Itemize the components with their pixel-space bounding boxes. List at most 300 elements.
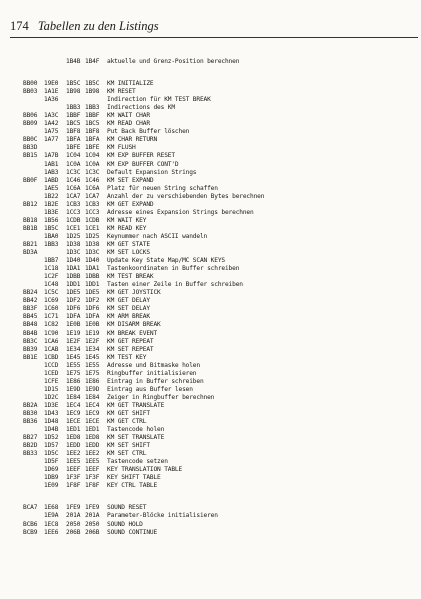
listing-table xyxy=(0,58,421,537)
cell-description: KM GET DELAY xyxy=(107,297,150,305)
cell-addr-664: 1D40 xyxy=(66,257,81,265)
cell-addr-6128: 1D3C xyxy=(85,249,100,257)
cell-addr-664: 1E84 xyxy=(66,393,81,401)
cell-description: KM EXP BUFFER CONT'D xyxy=(107,160,179,168)
cell-addr-464: 1C18 xyxy=(44,265,59,273)
cell-description: KM GET TRANSLATE xyxy=(107,401,165,409)
cell-addr-464: 1BB3 xyxy=(44,240,59,248)
cell-addr-664: 1FE9 xyxy=(66,504,81,512)
table-row xyxy=(0,354,421,362)
cell-addr-664: 1CC3 xyxy=(66,208,81,216)
table-row xyxy=(0,426,421,434)
cell-addr-664: 1EE2 xyxy=(66,450,81,458)
cell-addr-664: 1EEF xyxy=(66,466,81,474)
table-row xyxy=(0,338,421,346)
cell-jump-address: BB0F xyxy=(23,176,38,184)
cell-jump-address: BB33 xyxy=(23,450,38,458)
table-row xyxy=(0,201,421,209)
cell-addr-664: 1EC4 xyxy=(66,401,81,409)
cell-addr-6128: 1BB3 xyxy=(85,104,100,112)
cell-addr-664: 1BC5 xyxy=(66,120,81,128)
cell-addr-6128: 1E86 xyxy=(85,377,100,385)
table-row xyxy=(0,104,421,112)
cell-addr-6128: 1C6A xyxy=(85,184,100,192)
cell-description: Eintrag in Buffer schreiben xyxy=(107,377,204,385)
cell-addr-464: 1BB7 xyxy=(44,257,59,265)
cell-addr-464: 1B56 xyxy=(44,216,59,224)
cell-addr-664: 2050 xyxy=(66,520,81,528)
cell-addr-464: 1D43 xyxy=(44,409,59,417)
cell-addr-664: 1CA7 xyxy=(66,192,81,200)
cell-description: Indirections des KM xyxy=(107,104,175,112)
cell-addr-6128: 1CC3 xyxy=(85,208,100,216)
cell-jump-address: BB27 xyxy=(23,434,38,442)
page-number: 174 xyxy=(10,19,29,33)
cell-addr-464: 1E68 xyxy=(44,504,59,512)
cell-addr-6128: 1C0A xyxy=(85,160,100,168)
cell-addr-6128: 1FE9 xyxy=(85,504,100,512)
cell-addr-464: 1DB9 xyxy=(44,474,59,482)
table-row xyxy=(0,289,421,297)
table-row xyxy=(0,410,421,418)
cell-description: Tastenkoordinaten in Buffer schreiben xyxy=(107,265,240,273)
table-row xyxy=(0,305,421,313)
cell-addr-464: 1B2E xyxy=(44,200,59,208)
cell-addr-664: 1DE5 xyxy=(66,289,81,297)
cell-addr-6128: 1C3C xyxy=(85,168,100,176)
cell-jump-address: BB21 xyxy=(23,240,38,248)
cell-addr-664: 1EC9 xyxy=(66,409,81,417)
table-row xyxy=(0,346,421,354)
cell-addr-664: 1D3C xyxy=(66,249,81,257)
cell-addr-6128: 1B4F xyxy=(85,58,100,65)
cell-addr-6128: 1ED8 xyxy=(85,434,100,442)
cell-addr-464: 1AB1 xyxy=(44,160,59,168)
cell-description: KEY CTRL TABLE xyxy=(107,482,158,490)
cell-description: KM GET STATE xyxy=(107,240,150,248)
cell-addr-664: 1F3F xyxy=(66,474,81,482)
cell-addr-6128: 1EDD xyxy=(85,442,100,450)
cell-addr-464: 1BA0 xyxy=(44,232,59,240)
cell-addr-664: 1EE5 xyxy=(66,458,81,466)
table-row xyxy=(0,378,421,386)
cell-jump-address: BB4B xyxy=(23,329,38,337)
cell-jump-address: BB0C xyxy=(23,136,38,144)
cell-description: KEY SHIFT TABLE xyxy=(107,474,161,482)
cell-addr-464: 1AB3 xyxy=(44,168,59,176)
table-row xyxy=(0,370,421,378)
cell-description: KM READ CHAR xyxy=(107,120,150,128)
cell-addr-6128: 1E0B xyxy=(85,321,100,329)
cell-addr-664: 1C04 xyxy=(66,152,81,160)
table-row xyxy=(0,217,421,225)
cell-addr-6128: 1ECE xyxy=(85,418,100,426)
table-row xyxy=(0,466,421,474)
cell-addr-464: 1B3E xyxy=(44,208,59,216)
cell-addr-664: 1B5C xyxy=(66,80,81,88)
cell-jump-address: BCA7 xyxy=(23,504,38,512)
cell-addr-6128: 1E34 xyxy=(85,345,100,353)
cell-addr-464: 1C82 xyxy=(44,321,59,329)
cell-description: Platz für neuen String schaffen xyxy=(107,184,218,192)
cell-addr-664: 1E9D xyxy=(66,385,81,393)
cell-description: KM SET EXPAND xyxy=(107,176,154,184)
cell-addr-464: 1D15 xyxy=(44,385,59,393)
cell-jump-address: BB36 xyxy=(23,418,38,426)
cell-jump-address: BB30 xyxy=(23,409,38,417)
table-row xyxy=(0,225,421,233)
table-row xyxy=(0,209,421,217)
cell-description: Zeiger in Ringbuffer berechnen xyxy=(107,393,215,401)
cell-addr-464: 1A42 xyxy=(44,120,59,128)
table-row xyxy=(0,241,421,249)
cell-addr-464: 1A7B xyxy=(44,152,59,160)
blank-row xyxy=(0,66,421,80)
cell-addr-6128: 1B5C xyxy=(85,80,100,88)
cell-description: SOUND RESET xyxy=(107,504,147,512)
cell-addr-464: 1D2C xyxy=(44,393,59,401)
cell-addr-6128: 206B xyxy=(85,528,100,536)
cell-jump-address: BB1E xyxy=(23,353,38,361)
cell-description: KM EXP BUFFER RESET xyxy=(107,152,175,160)
table-row xyxy=(0,434,421,442)
cell-addr-464: 1B5C xyxy=(44,224,59,232)
cell-jump-address: BB2D xyxy=(23,442,38,450)
table-row xyxy=(0,362,421,370)
cell-jump-address: BB1B xyxy=(23,224,38,232)
cell-addr-664: 1B98 xyxy=(66,88,81,96)
cell-addr-464: 1D4B xyxy=(44,426,59,434)
cell-addr-464: 1AE5 xyxy=(44,184,59,192)
cell-addr-464: 1A75 xyxy=(44,128,59,136)
cell-description: Adresse und Bitmaske holen xyxy=(107,361,200,369)
cell-description: KM ARM BREAK xyxy=(107,313,150,321)
cell-addr-664: 1DFA xyxy=(66,313,81,321)
cell-addr-464: 1CFE xyxy=(44,377,59,385)
cell-description: Keynummer nach ASCII wandeln xyxy=(107,232,208,240)
cell-jump-address: BB18 xyxy=(23,216,38,224)
cell-addr-6128: 1EE2 xyxy=(85,450,100,458)
table-row xyxy=(0,297,421,305)
cell-addr-664: 1BFE xyxy=(66,144,81,152)
cell-description: KM SET SHIFT xyxy=(107,442,150,450)
table-row xyxy=(0,169,421,177)
cell-addr-664: 1ED8 xyxy=(66,434,81,442)
cell-addr-464: 1A36 xyxy=(44,96,59,104)
cell-addr-6128: 1CE1 xyxy=(85,224,100,232)
cell-description: KM DISARM BREAK xyxy=(107,321,161,329)
cell-addr-6128: 1CB3 xyxy=(85,200,100,208)
cell-addr-6128: 1DBB xyxy=(85,273,100,281)
cell-addr-6128: 1D25 xyxy=(85,232,100,240)
cell-addr-6128: 1E19 xyxy=(85,329,100,337)
cell-addr-6128: 1B98 xyxy=(85,88,100,96)
table-row xyxy=(0,257,421,265)
table-row xyxy=(0,402,421,410)
table-row xyxy=(0,482,421,490)
cell-description: KM BREAK EVENT xyxy=(107,329,158,337)
cell-addr-664: 1C3C xyxy=(66,168,81,176)
header-rule xyxy=(10,37,418,38)
cell-description: SOUND CONTINUE xyxy=(107,528,158,536)
cell-addr-664: 1C6A xyxy=(66,184,81,192)
cell-addr-664: 1EDD xyxy=(66,442,81,450)
cell-addr-464: 1A3C xyxy=(44,112,59,120)
cell-description: Tastencode holen xyxy=(107,426,165,434)
table-row xyxy=(0,458,421,466)
cell-addr-6128: 201A xyxy=(85,512,100,520)
cell-addr-6128: 1BF8 xyxy=(85,128,100,136)
cell-jump-address: BB3F xyxy=(23,305,38,313)
cell-addr-664: 1ECE xyxy=(66,418,81,426)
cell-description: SOUND HOLD xyxy=(107,520,143,528)
cell-addr-664: 1E45 xyxy=(66,353,81,361)
cell-addr-664: 1E34 xyxy=(66,345,81,353)
blank-row xyxy=(0,490,421,504)
cell-addr-664: 1ED1 xyxy=(66,426,81,434)
table-row xyxy=(0,442,421,450)
table-row xyxy=(0,265,421,273)
cell-addr-6128: 1DFA xyxy=(85,313,100,321)
table-row xyxy=(0,128,421,136)
cell-description: Tasten einer Zeile in Buffer schreiben xyxy=(107,281,243,289)
table-row xyxy=(0,152,421,160)
cell-addr-664: 1BF8 xyxy=(66,128,81,136)
cell-addr-664: 1DA1 xyxy=(66,265,81,273)
cell-description: KM SET TRANSLATE xyxy=(107,434,165,442)
cell-addr-464: 1E09 xyxy=(44,482,59,490)
cell-addr-664: 1BB3 xyxy=(66,104,81,112)
table-row xyxy=(0,512,421,520)
table-row xyxy=(0,193,421,201)
cell-jump-address: BB39 xyxy=(23,345,38,353)
cell-addr-664: 1BFA xyxy=(66,136,81,144)
cell-description: KM SET REPEAT xyxy=(107,345,154,353)
cell-addr-464: 1CAB xyxy=(44,345,59,353)
cell-addr-6128: 2050 xyxy=(85,520,100,528)
cell-addr-664: 1C46 xyxy=(66,176,81,184)
cell-addr-664: 1BBF xyxy=(66,112,81,120)
cell-jump-address: BB3C xyxy=(23,337,38,345)
cell-description: KM TEST BREAK xyxy=(107,273,154,281)
cell-addr-664: 1E2F xyxy=(66,337,81,345)
cell-addr-664: 1DD1 xyxy=(66,281,81,289)
cell-jump-address: BB3D xyxy=(23,144,38,152)
cell-addr-664: 1CE1 xyxy=(66,224,81,232)
cell-addr-664: 206B xyxy=(66,528,81,536)
cell-addr-6128: 1EEF xyxy=(85,466,100,474)
table-row xyxy=(0,177,421,185)
cell-addr-6128: 1BFA xyxy=(85,136,100,144)
table-row xyxy=(0,330,421,338)
table-row xyxy=(0,161,421,169)
cell-description: Put Back Buffer löschen xyxy=(107,128,190,136)
cell-addr-6128: 1DE5 xyxy=(85,289,100,297)
table-row xyxy=(0,185,421,193)
cell-description: KM TEST KEY xyxy=(107,353,147,361)
cell-addr-664: 1CDB xyxy=(66,216,81,224)
cell-addr-664: 1B4B xyxy=(66,58,81,65)
cell-jump-address: BB42 xyxy=(23,297,38,305)
cell-addr-464: 1D3E xyxy=(44,401,59,409)
cell-addr-664: 1E0B xyxy=(66,321,81,329)
cell-description: Adresse eines Expansion Strings berechnen xyxy=(107,208,254,216)
cell-addr-464: 1C69 xyxy=(44,297,59,305)
cell-jump-address: BD3A xyxy=(23,249,38,257)
cell-addr-464: 1D52 xyxy=(44,434,59,442)
cell-description: Indirection für KM TEST BREAK xyxy=(107,96,211,104)
cell-jump-address: BB2A xyxy=(23,401,38,409)
table-row xyxy=(0,321,421,329)
cell-addr-664: 1E55 xyxy=(66,361,81,369)
cell-description: KM CHAR RETURN xyxy=(107,136,158,144)
cell-addr-664: 1DBB xyxy=(66,273,81,281)
cell-jump-address: BB48 xyxy=(23,321,38,329)
cell-addr-6128: 1DD1 xyxy=(85,281,100,289)
cell-jump-address: BB24 xyxy=(23,289,38,297)
cell-addr-664: 1E19 xyxy=(66,329,81,337)
table-row xyxy=(0,450,421,458)
cell-description: KM GET REPEAT xyxy=(107,337,154,345)
table-row xyxy=(0,504,421,512)
table-row xyxy=(0,394,421,402)
cell-description: KM GET CTRL xyxy=(107,418,147,426)
cell-addr-6128: 1BBF xyxy=(85,112,100,120)
cell-description: KM SET LOCKS xyxy=(107,249,150,257)
cell-addr-6128: 1DF6 xyxy=(85,305,100,313)
cell-addr-664: 1D25 xyxy=(66,232,81,240)
cell-addr-664: 1C0A xyxy=(66,160,81,168)
table-row xyxy=(0,88,421,96)
table-row xyxy=(0,233,421,241)
cell-description: KM RESET xyxy=(107,88,136,96)
cell-addr-6128: 1EE5 xyxy=(85,458,100,466)
cell-addr-664: 1DF2 xyxy=(66,297,81,305)
cell-description: Default Expansion Strings xyxy=(107,168,197,176)
table-row xyxy=(0,112,421,120)
cell-addr-6128: 1EC9 xyxy=(85,409,100,417)
cell-description: Parameter-Blöcke initialisieren xyxy=(107,512,218,520)
cell-jump-address: BCB9 xyxy=(23,528,38,536)
cell-addr-464: 1CBD xyxy=(44,353,59,361)
cell-addr-6128: 1E9D xyxy=(85,385,100,393)
cell-addr-464: 1C48 xyxy=(44,281,59,289)
cell-description: Eintrag aus Buffer lesen xyxy=(107,385,193,393)
table-row xyxy=(0,58,421,66)
cell-addr-6128: 1F3F xyxy=(85,474,100,482)
cell-addr-464: 1D48 xyxy=(44,418,59,426)
cell-addr-464: 1CA6 xyxy=(44,337,59,345)
cell-addr-6128: 1E75 xyxy=(85,369,100,377)
page-title: Tabellen zu den Listings xyxy=(37,19,159,33)
cell-addr-464: 1C2F xyxy=(44,273,59,281)
cell-description: KM GET EXPAND xyxy=(107,200,154,208)
cell-addr-464: 1C60 xyxy=(44,305,59,313)
cell-addr-464: 1C71 xyxy=(44,313,59,321)
cell-addr-464: 1A1E xyxy=(44,88,59,96)
table-row xyxy=(0,144,421,152)
cell-addr-464: 19E0 xyxy=(44,80,59,88)
cell-description: KM WAIT CHAR xyxy=(107,112,150,120)
cell-description: Ringbuffer initialisieren xyxy=(107,369,197,377)
cell-addr-6128: 1C46 xyxy=(85,176,100,184)
cell-addr-6128: 1BFE xyxy=(85,144,100,152)
cell-addr-664: 1E75 xyxy=(66,369,81,377)
cell-description: Update Key State Map/MC SCAN KEYS xyxy=(107,257,225,265)
cell-addr-664: 1E86 xyxy=(66,377,81,385)
cell-addr-6128: 1DA1 xyxy=(85,265,100,273)
cell-addr-6128: 1E84 xyxy=(85,393,100,401)
cell-addr-6128: 1E55 xyxy=(85,361,100,369)
cell-addr-464: 1CCD xyxy=(44,361,59,369)
cell-addr-6128: 1DF2 xyxy=(85,297,100,305)
cell-addr-464: 1D69 xyxy=(44,466,59,474)
table-row xyxy=(0,474,421,482)
cell-addr-6128: 1D40 xyxy=(85,257,100,265)
cell-addr-464: 1E9A xyxy=(44,512,59,520)
cell-addr-6128: 1CDB xyxy=(85,216,100,224)
cell-jump-address: BB06 xyxy=(23,112,38,120)
table-row xyxy=(0,273,421,281)
cell-addr-464: 1CED xyxy=(44,369,59,377)
cell-description: KM FLUSH xyxy=(107,144,136,152)
cell-addr-464: 1D5C xyxy=(44,450,59,458)
cell-addr-464: 1D5F xyxy=(44,458,59,466)
cell-addr-6128: 1CA7 xyxy=(85,192,100,200)
cell-jump-address: BB09 xyxy=(23,120,38,128)
table-row xyxy=(0,529,421,537)
table-row xyxy=(0,521,421,529)
cell-description: KM SET DELAY xyxy=(107,305,150,313)
cell-addr-6128: 1D38 xyxy=(85,240,100,248)
table-row xyxy=(0,418,421,426)
cell-jump-address: BB45 xyxy=(23,313,38,321)
cell-addr-664: 1D38 xyxy=(66,240,81,248)
cell-addr-6128: 1E2F xyxy=(85,337,100,345)
table-row xyxy=(0,96,421,104)
cell-description: KM INITIALIZE xyxy=(107,80,154,88)
cell-addr-6128: 1F8F xyxy=(85,482,100,490)
cell-jump-address: BB00 xyxy=(23,80,38,88)
cell-addr-664: 1DF6 xyxy=(66,305,81,313)
cell-addr-464: 1EE6 xyxy=(44,528,59,536)
cell-addr-664: 201A xyxy=(66,512,81,520)
cell-description: Anzahl der zu verschiebenden Bytes berechnen xyxy=(107,192,265,200)
cell-description: Tastencode setzen xyxy=(107,458,168,466)
cell-description: aktuelle und Grenz-Position berechnen xyxy=(107,58,240,65)
cell-addr-464: 1C90 xyxy=(44,329,59,337)
table-row xyxy=(0,313,421,321)
cell-addr-6128: 1BC5 xyxy=(85,120,100,128)
cell-addr-6128: 1C04 xyxy=(85,152,100,160)
cell-jump-address: BB12 xyxy=(23,200,38,208)
cell-addr-6128: 1ED1 xyxy=(85,426,100,434)
cell-addr-6128: 1EC4 xyxy=(85,401,100,409)
cell-description: KM WAIT KEY xyxy=(107,216,147,224)
cell-description: KM SET CTRL xyxy=(107,450,147,458)
cell-jump-address: BCB6 xyxy=(23,520,38,528)
table-row xyxy=(0,281,421,289)
page-header xyxy=(10,19,159,34)
cell-addr-664: 1F8F xyxy=(66,482,81,490)
cell-addr-664: 1CB3 xyxy=(66,200,81,208)
cell-addr-464: 1D57 xyxy=(44,442,59,450)
table-row xyxy=(0,80,421,88)
cell-addr-464: 1A77 xyxy=(44,136,59,144)
table-row xyxy=(0,386,421,394)
cell-description: KEY TRANSLATION TABLE xyxy=(107,466,183,474)
cell-addr-464: 1EC8 xyxy=(44,520,59,528)
